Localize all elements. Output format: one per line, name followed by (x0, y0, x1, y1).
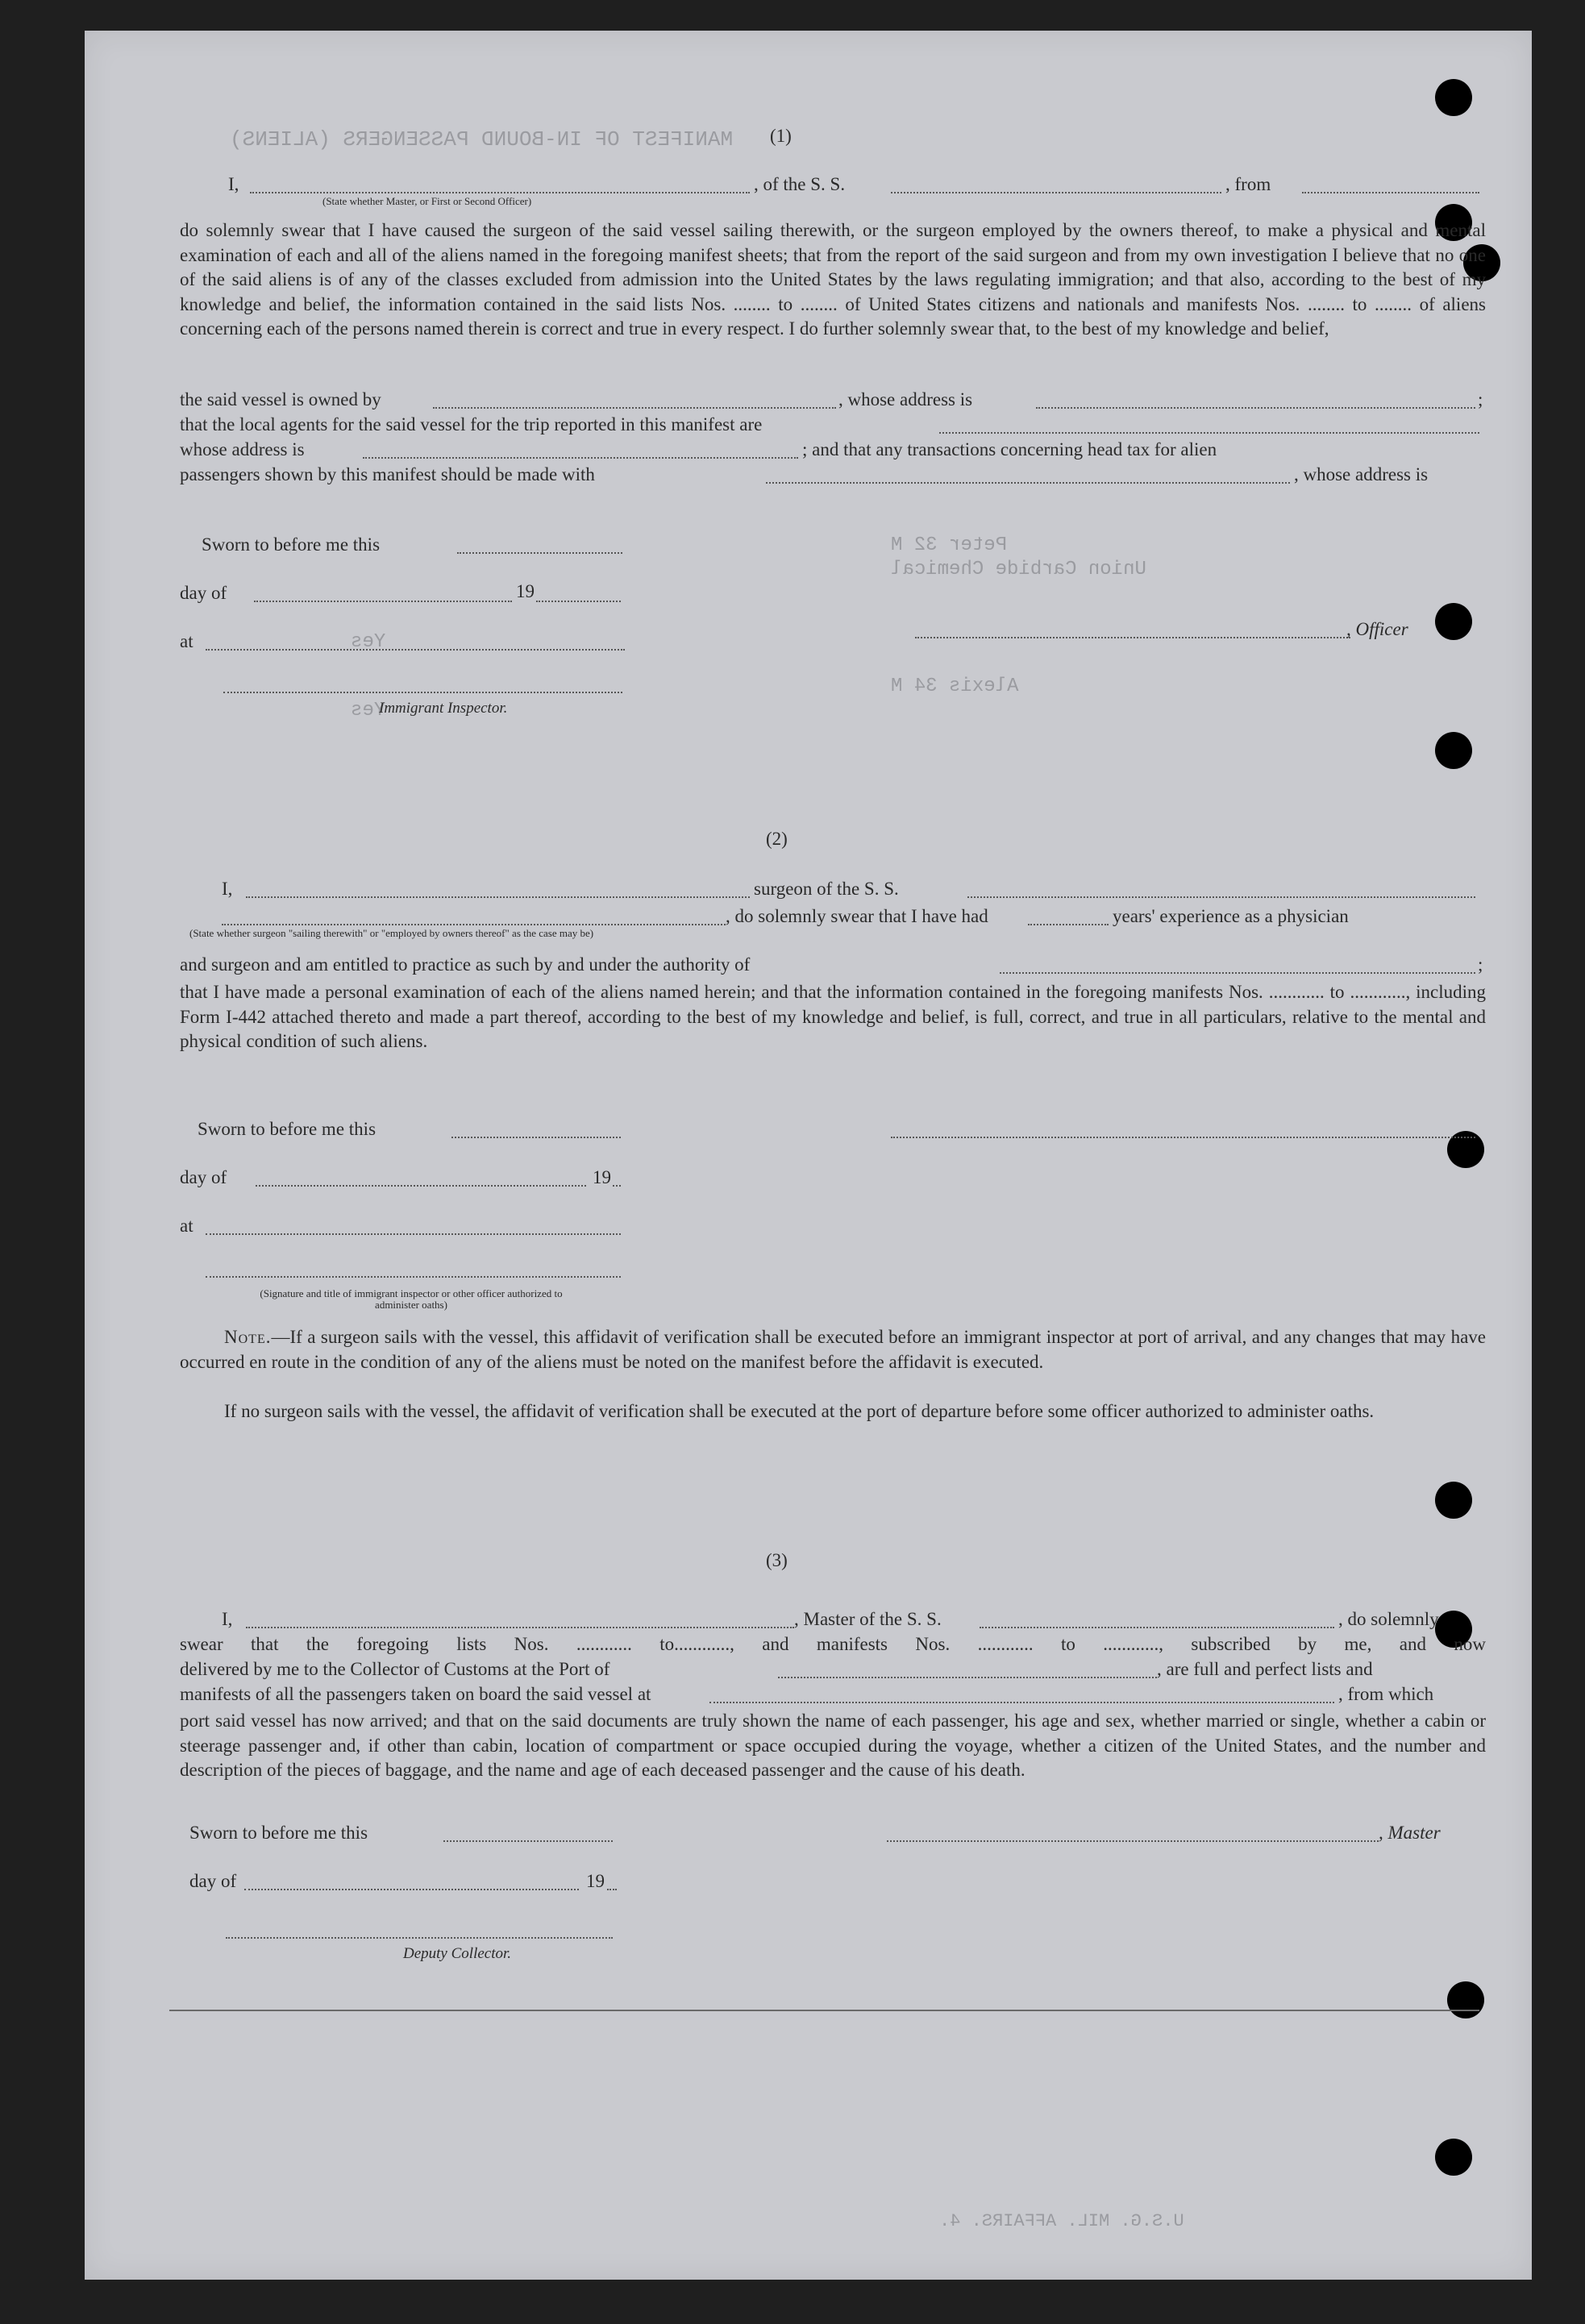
s3-sworn: Sworn to before me this (189, 1823, 368, 1843)
s3-delivered: delivered by me to the Collector of Customs at the Port of (180, 1659, 610, 1679)
bleed-through-line: Union Carbide Chemical (891, 559, 1146, 580)
s1-at-line (206, 649, 625, 651)
s1-head-tax: ; and that any transactions concerning head tax for alien (802, 439, 1217, 459)
s1-owner-address-label: , whose address is (838, 389, 973, 410)
bleed-through-line: Peter 32 M (891, 534, 1008, 556)
s2-sworn-line (451, 1137, 621, 1138)
s3-i: I, (222, 1609, 233, 1629)
footer-bleed-through: U.S.G. MIL. AFFAIRS. 4. (939, 2211, 1184, 2231)
s1-from-label: , from (1225, 174, 1271, 194)
s1-sworn: Sworn to before me this (202, 534, 381, 555)
s2-title-line (222, 924, 726, 925)
s3-lists-line: swear that the foregoing lists Nos. ............ to............, and manifests Nos. ............ to ............, subscribed by me, and now (180, 1634, 1486, 1654)
s3-day-of: day of (189, 1871, 237, 1891)
s2-note-1 (180, 1325, 1486, 1374)
s2-surgeon-label: surgeon of the S. S. (754, 879, 899, 899)
punch-hole (1447, 1981, 1484, 2018)
s1-whose-address-end: , whose address is (1294, 464, 1429, 484)
s1-officer-label: , Officer (1346, 619, 1408, 639)
s3-day-line (244, 1889, 579, 1890)
s3-name-line (246, 1627, 794, 1628)
s3-full-lists: , are full and perfect lists and (1157, 1659, 1373, 1679)
punch-hole (1435, 1482, 1472, 1519)
s2-semicolon: ; (1478, 954, 1483, 975)
s1-day-of: day of (180, 583, 227, 603)
s1-ss-label: , of the S. S. (754, 174, 846, 194)
s3-ss-line (980, 1627, 1334, 1628)
punch-hole (1435, 2139, 1472, 2176)
s1-year-line (536, 601, 621, 602)
s1-officer-line (915, 637, 1350, 638)
s3-from-which: , from which (1338, 1684, 1434, 1704)
section-2-number: (2) (766, 829, 788, 849)
s2-swear: , do solemnly swear that I have had (726, 906, 988, 926)
bleed-through-title: MANIFEST OF IN-BOUND PASSENGERS (ALIENS) (230, 127, 734, 152)
section-3-number: (3) (766, 1550, 788, 1570)
s2-at-line (206, 1233, 621, 1235)
s2-officer-signature-line (206, 1276, 621, 1278)
s3-sworn-line (443, 1840, 613, 1842)
bottom-rule (169, 2010, 1479, 2011)
s1-agents-address-line (363, 457, 798, 459)
s1-title-note: (State whether Master, or First or Second Officer) (322, 195, 532, 207)
s1-semicolon: ; (1478, 389, 1483, 410)
s2-signature-note: (Signature and title of immigrant inspector or other officer authorized to administer oaths) (260, 1287, 563, 1311)
s3-year: 19 (586, 1871, 605, 1891)
s1-at: at (180, 631, 193, 651)
s2-ss-line (967, 896, 1475, 898)
s2-years-line (1028, 924, 1109, 925)
s1-sworn-line (457, 552, 622, 554)
s3-master-label-sig: , Master (1379, 1823, 1441, 1843)
s1-oath-body: do solemnly swear that I have caused the surgeon of the said vessel sailing therewith, or the surgeon employed by the owners thereof, to make a physical and mental examination of each and all of the aliens named in the foregoing manifest sheets; that from the report of the said surgeon and from my own investigation I believe that no one of the said aliens is of any of the classes excluded from admission into the United States by the laws regulating immigration; and that also, according to the best of my knowledge and belief, the information contained in the said lists Nos. ........ to ........ of United States citizens and nationals and manifests Nos. ........ to ........ of aliens concerning each of the persons named therein is correct and true in every respect. I do further solemnly swear that, to the best of my knowledge and belief, (180, 220, 1486, 339)
punch-hole (1435, 79, 1472, 116)
s2-surgeon-note: (State whether surgeon "sailing therewith" or "employed by owners thereof" as the case may be) (189, 927, 594, 939)
s1-from-line (1302, 192, 1479, 193)
manifest-back-page (85, 31, 1532, 2280)
s1-owner-address-line (1036, 407, 1475, 409)
bleed-through-line: Alexis 34 M (891, 676, 1019, 697)
s2-signature-line (891, 1137, 1475, 1138)
s1-agents-address-label: whose address is (180, 439, 305, 459)
s1-inspector-label: Immigrant Inspector. (379, 700, 508, 717)
s3-deputy-label: Deputy Collector. (403, 1945, 512, 1962)
s3-year-line (607, 1889, 617, 1890)
s1-ss-line (891, 192, 1221, 193)
s1-name-line (250, 192, 750, 193)
s1-day-line (254, 601, 512, 602)
s3-master-signature-line (887, 1840, 1379, 1842)
s1-inspector-signature-line (223, 692, 622, 693)
bleed-through-line: Yes (351, 631, 386, 653)
s2-years: years' experience as a physician (1113, 906, 1349, 926)
s1-i: I, (228, 174, 239, 194)
s1-owner-line (433, 407, 836, 409)
s2-sworn: Sworn to before me this (198, 1119, 376, 1139)
s2-note-2: If no surgeon sails with the vessel, the affidavit of verification shall be executed at the port of departure before some officer authorized to administer oaths. (224, 1401, 1375, 1421)
s2-day-line (256, 1185, 586, 1187)
s1-agents-line (939, 432, 1479, 434)
punch-hole (1435, 603, 1472, 640)
bleed-through-line: Yes (351, 700, 386, 721)
s3-master-label: , Master of the S. S. (794, 1609, 942, 1629)
s3-oath-body: port said vessel has now arrived; and that on the said documents are truly shown the name of each passenger, his age and sex, whether married or single, whether a cabin or steerage passenger and, if other than cabin, location of compartment or space occupied during the voyage, whether a citizen of the United States, and the number and description of the pieces of baggage, and the name and age of each deceased passenger and the cause of his death. (180, 1711, 1486, 1780)
s2-name-line (246, 896, 750, 898)
section-1-number: (1) (770, 126, 792, 146)
s2-note-label: Note. (224, 1327, 272, 1347)
s3-vessel-at-line (709, 1702, 1334, 1703)
s2-at: at (180, 1216, 193, 1236)
s1-year: 19 (516, 581, 535, 601)
s2-year-line (613, 1185, 621, 1187)
s1-local-agents: that the local agents for the said vessel for the trip reported in this manifest are (180, 414, 763, 434)
s2-i: I, (222, 879, 233, 899)
s2-year: 19 (593, 1167, 611, 1187)
s2-authority-line (1000, 972, 1475, 974)
s2-day-of: day of (180, 1167, 227, 1187)
s3-deputy-signature-line (226, 1937, 613, 1939)
s3-solemnly: , do solemnly (1338, 1609, 1439, 1629)
s2-note-text: —If a surgeon sails with the vessel, this affidavit of verification shall be executed before an immigrant inspector at port of arrival, and any changes that may have occurred en route in the condition of any of the aliens must be noted on the manifest before the affidavit is executed. (180, 1327, 1486, 1372)
s2-oath-body: that I have made a personal examination of each of the aliens named herein; and that the information contained in the foregoing manifests Nos. ............ to ............, including Form I-442 attached thereto and made a part thereof, according to the best of my knowledge and belief, is full, correct, and true in all particulars, relative to the mental and physical condition of such aliens. (180, 982, 1486, 1051)
s2-practice: and surgeon and am entitled to practice as such by and under the authority of (180, 954, 751, 975)
s3-manifests: manifests of all the passengers taken on board the said vessel at (180, 1684, 651, 1704)
s1-owned-by: the said vessel is owned by (180, 389, 381, 410)
s3-port-line (778, 1677, 1157, 1678)
s1-passengers-line (766, 482, 1290, 484)
s1-passengers: passengers shown by this manifest should be made with (180, 464, 595, 484)
punch-hole (1435, 732, 1472, 769)
